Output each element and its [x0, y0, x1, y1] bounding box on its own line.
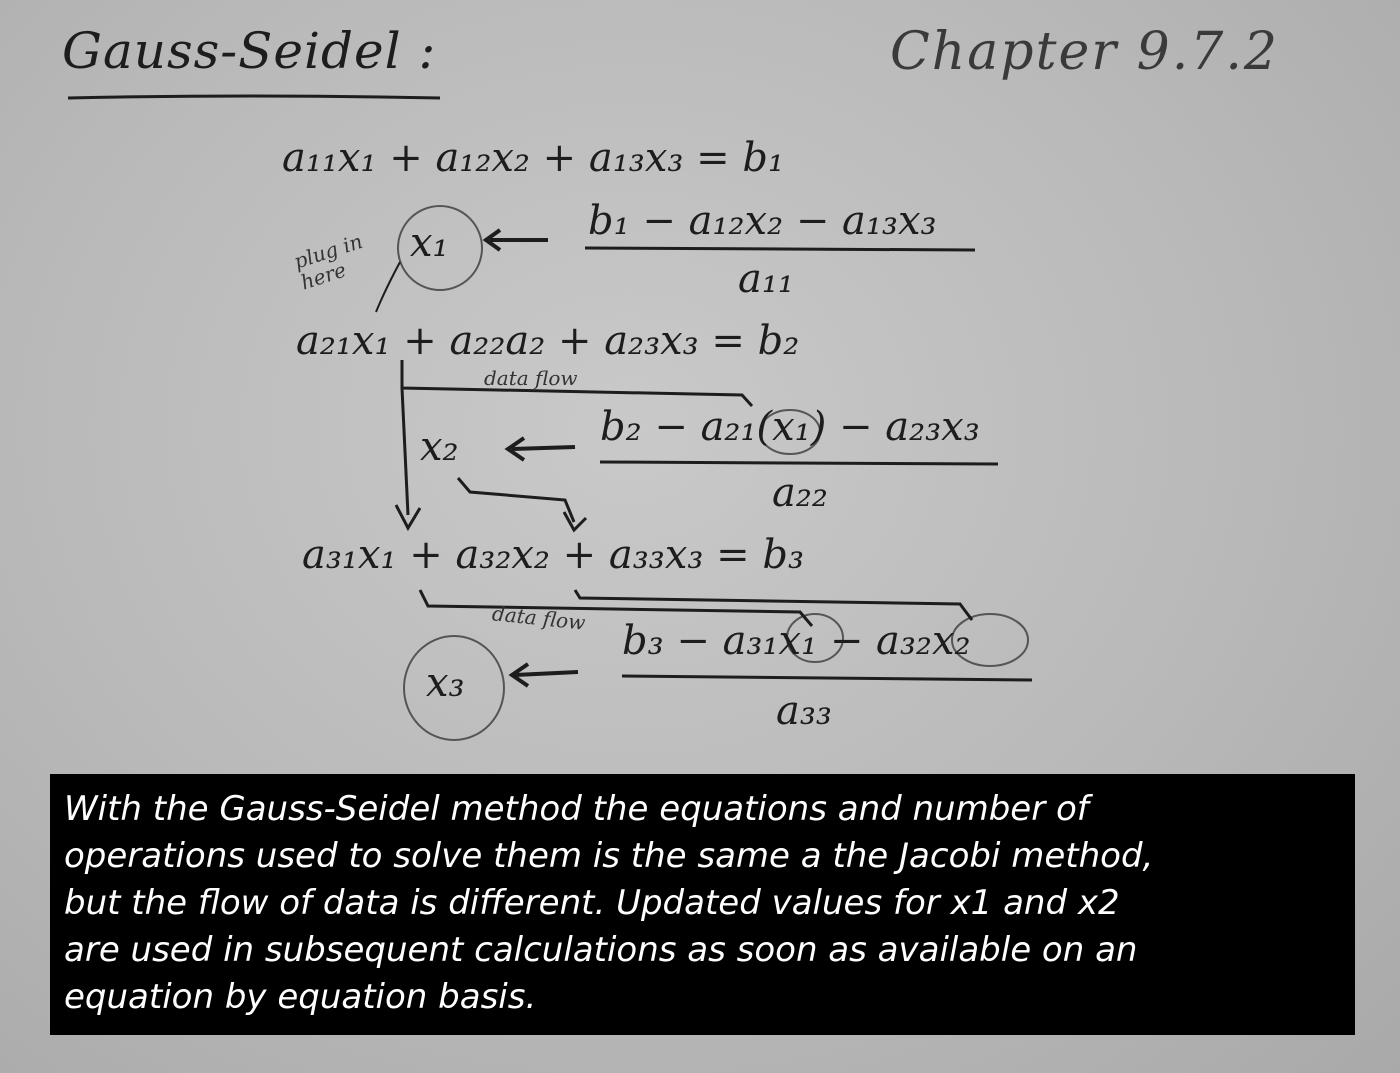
x2-arrow — [508, 438, 575, 460]
data-flow-label-2: data flow — [491, 601, 587, 635]
notes-title: Gauss-Seidel : — [62, 22, 437, 80]
equation-2: a₂₁x₁ + a₂₂a₂ + a₂₃x₃ = b₂ — [296, 318, 800, 364]
caption-line: but the flow of data is different. Updated values for x1 and x2 — [64, 883, 1120, 923]
data-flow-arrow-down — [396, 388, 420, 528]
x2-flow-arrow — [458, 478, 586, 530]
x2-numerator: b₂ − a₂₁(x₁) − a₂₃x₃ — [600, 404, 980, 450]
caption-line: With the Gauss-Seidel method the equations and number of — [64, 789, 1089, 829]
x2-denominator: a₂₂ — [772, 470, 828, 516]
x3-numerator: b₃ − a₃₁x₁ − a₃₂x₂ — [622, 618, 971, 664]
x3-fraction-bar — [622, 676, 1032, 680]
x2-label: x₂ — [420, 424, 459, 470]
x1-denominator: a₁₁ — [738, 256, 794, 302]
x3-arrow — [512, 664, 578, 686]
data-flow-label-1: data flow — [484, 366, 578, 390]
x2-fraction-bar — [600, 462, 998, 464]
caption-line: operations used to solve them is the same a the Jacobi method, — [64, 836, 1154, 876]
equation-1: a₁₁x₁ + a₁₂x₂ + a₁₃x₃ = b₁ — [282, 135, 785, 181]
x3-denominator: a₃₃ — [776, 688, 832, 734]
x1-fraction-bar — [585, 248, 975, 250]
x1-label: x₁ — [410, 220, 449, 266]
caption-line: equation by equation basis. — [64, 977, 537, 1017]
title-underline — [68, 96, 440, 98]
caption-box — [50, 774, 1355, 1035]
plug-in-note: plug in here — [290, 229, 366, 295]
plug-in-arrow — [376, 262, 400, 312]
data-flow-line-3 — [575, 590, 972, 620]
x3-label: x₃ — [426, 660, 465, 706]
caption-line: are used in subsequent calculations as soon as available on an — [64, 930, 1138, 970]
x1-arrow — [486, 230, 548, 250]
x1-numerator: b₁ − a₁₂x₂ − a₁₃x₃ — [588, 198, 937, 244]
equation-3: a₃₁x₁ + a₃₂x₂ + a₃₃x₃ = b₃ — [302, 532, 805, 578]
chapter-reference: Chapter 9.7.2 — [890, 22, 1279, 82]
